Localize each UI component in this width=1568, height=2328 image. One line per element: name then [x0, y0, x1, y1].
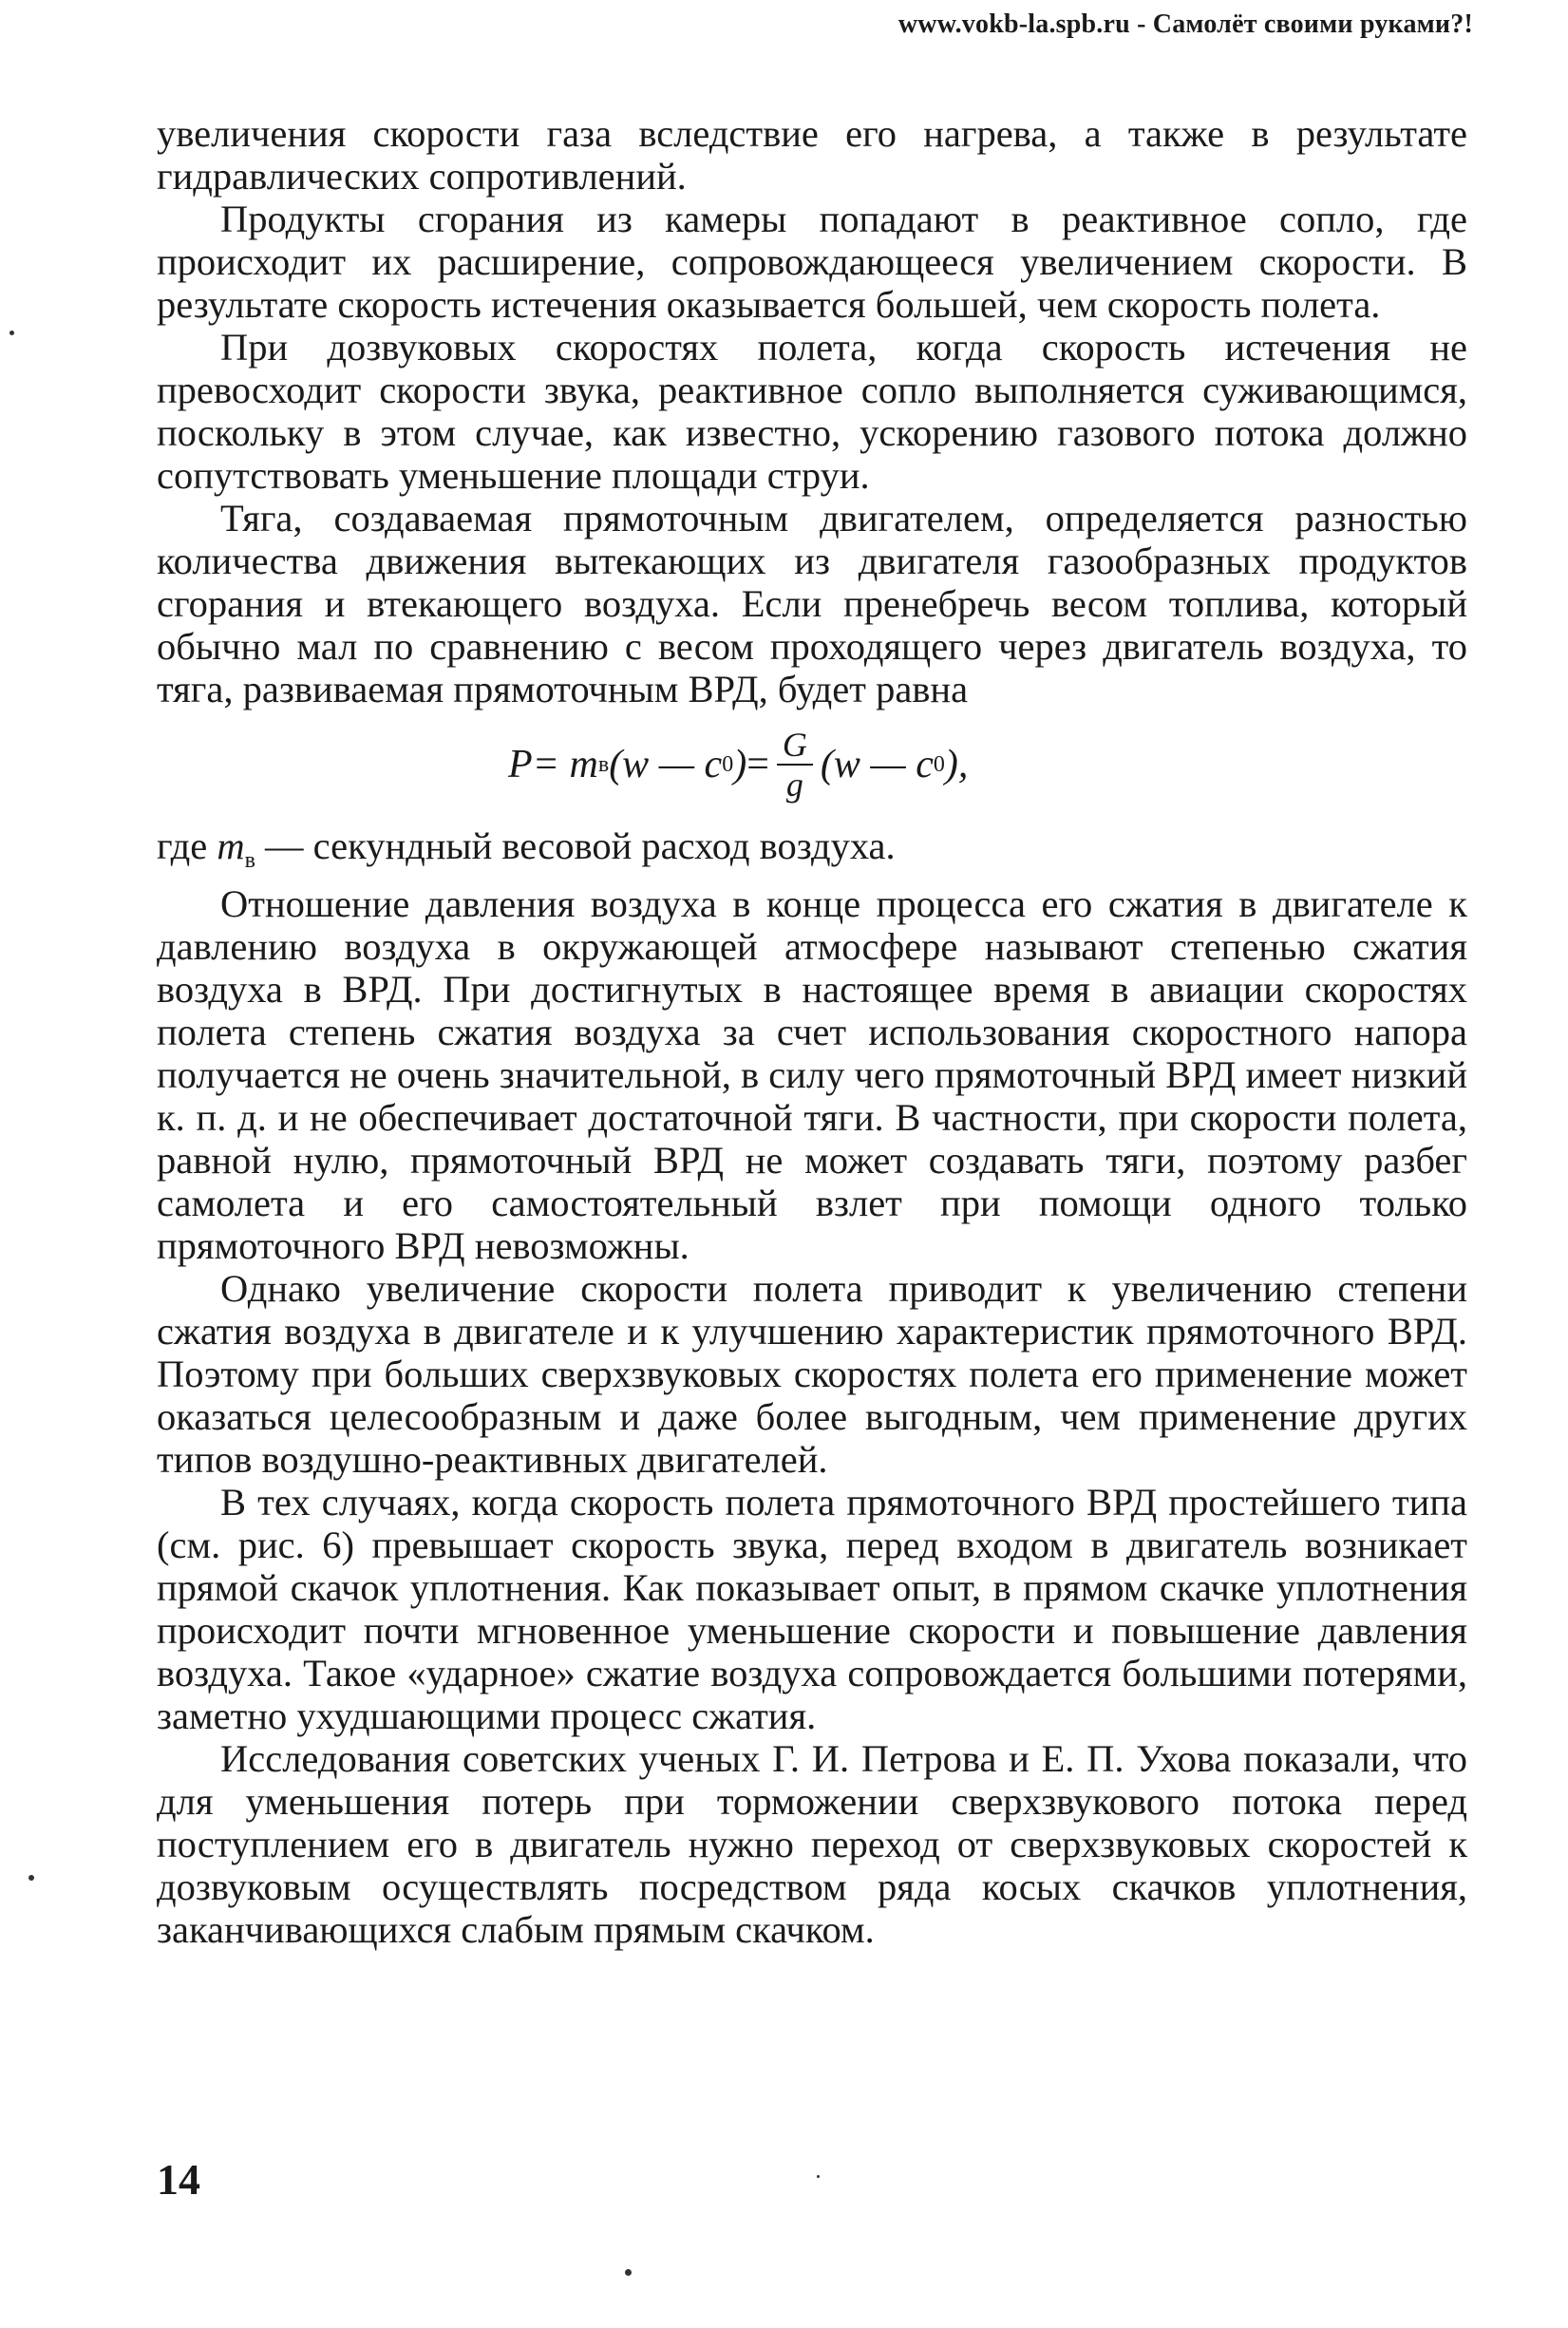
scan-speck — [9, 331, 14, 335]
where-line — [157, 824, 1467, 882]
where-prefix: где — [157, 824, 217, 867]
where-text: — секундный весовой расход воздуха. — [255, 824, 896, 867]
paragraph-2: Продукты сгорания из камеры попадают в реактивное сопло, где происходит их расширение, сопровождающееся увеличением скорости. В результате скорость истечения оказывается большей, чем скорость полета. — [157, 198, 1467, 326]
formula-fraction — [777, 726, 813, 804]
formula-lhs: P — [508, 742, 533, 786]
paragraph-3: При дозвуковых скоростях полета, когда скорость истечения не превосходит скорости звука, реактивное сопло выполняется суживающимся, поскольку в этом случае, как известно, ускорению газового потока должно сопутствовать уменьшение площади струи. — [157, 326, 1467, 497]
scan-speck — [28, 1875, 34, 1881]
fraction-numerator: G — [777, 726, 813, 766]
paragraph-1: увеличения скорости газа вследствие его нагрева, а также в результате гидравлических сопротивлений. — [157, 112, 1467, 198]
where-symbol: m — [217, 824, 245, 867]
paragraph-5: Отношение давления воздуха в конце процесса его сжатия в двигателе к давлению воздуха в окружающей атмосфере называют степенью сжатия воздуха в ВРД. При достигнутых в настоящее время в авиации скоростях полета степень сжатия воздуха за счет использования скоростного напора получается не очень значительной, в силу чего прямоточный ВРД имеет низкий к. п. д. и не обеспечивает достаточной тяги. В частности, при скорости полета, равной нулю, прямоточный ВРД не может создавать тяги, поэтому разбег самолета и его самостоятельный взлет при помощи одного только прямоточного ВРД невозможны. — [157, 882, 1467, 1268]
formula-paren2: (w — c — [820, 742, 934, 786]
formula-close1: ) — [733, 742, 747, 786]
paragraph-4: Тяга, создаваемая прямоточным двигателем, определяется разностью количества движения вытекающих из двигателя газообразных продуктов сгорания и втекающего воздуха. Если пренебречь весом топлива, который обычно мал по сравнению с весом проходящего через двигатель воздуха, то тяга, развиваемая прямоточным ВРД, будет равна — [157, 497, 1467, 710]
where-sub: в — [244, 848, 255, 874]
fraction-denominator: g — [785, 766, 803, 804]
formula-eq1: = m — [532, 742, 598, 786]
formula-sub-b: в — [597, 751, 610, 777]
page-number: 14 — [157, 2155, 200, 2204]
formula-close2: ), — [944, 742, 969, 786]
scan-speck — [625, 2269, 632, 2276]
formula-sub-0b: 0 — [933, 751, 945, 777]
paragraph-7: В тех случаях, когда скорость полета прямоточного ВРД простейшего типа (см. рис. 6) превышает скорость звука, перед входом в двигатель возникает прямой скачок уплотнения. Как показывает опыт, в прямом скачке уплотнения происходит почти мгновенное уменьшение скорости и повышение давления воздуха. Такое «ударное» сжатие воздуха сопровождается большими потерями, заметно ухудшающими процесс сжатия. — [157, 1481, 1467, 1738]
formula-sub-0a: 0 — [722, 751, 734, 777]
formula-paren1: (w — c — [609, 742, 723, 786]
site-header: www.vokb-la.spb.ru - Самолёт своими руками?! — [897, 9, 1473, 39]
thrust-formula — [157, 712, 1467, 824]
body-text — [157, 112, 1467, 1951]
scan-speck — [817, 2175, 820, 2178]
paragraph-8: Исследования советских ученых Г. И. Петрова и Е. П. Ухова показали, что для уменьшения потерь при торможении сверхзвукового потока перед поступлением его в двигатель нужно переход от сверхзвуковых скоростей к дозвуковым осуществлять посредством ряда косых скачков уплотнения, заканчивающихся слабым прямым скачком. — [157, 1737, 1467, 1952]
formula-eq2: = — [746, 742, 769, 786]
paragraph-6: Однако увеличение скорости полета приводит к увеличению степени сжатия воздуха в двигателе и к улучшению характеристик прямоточного ВРД. Поэтому при больших сверхзвуковых скоростях полета его применение может оказаться целесообразным и даже более выгодным, чем применение других типов воздушно-реактивных двигателей. — [157, 1267, 1467, 1482]
